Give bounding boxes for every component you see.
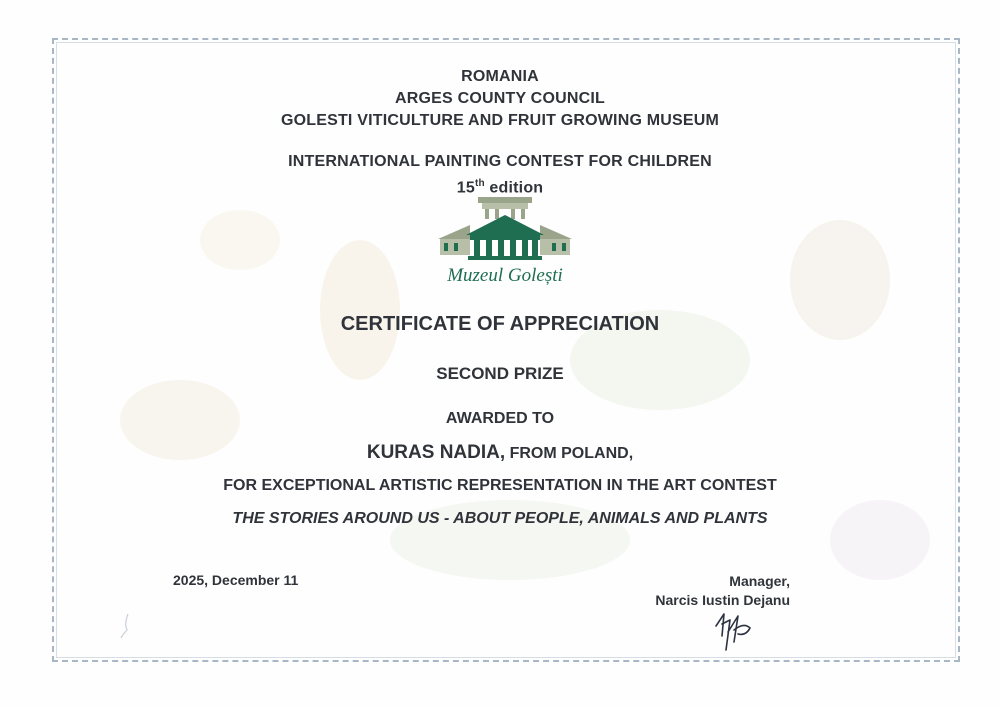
recipient-name: KURAS NADIA, xyxy=(366,442,506,463)
contest-theme: THE STORIES AROUND US - ABOUT PEOPLE, ANIMALS AND PLANTS xyxy=(232,510,768,527)
award-reason: FOR EXCEPTIONAL ARTISTIC REPRESENTATION IN THE ART CONTEST xyxy=(223,477,777,494)
awarded-to-label: AWARDED TO xyxy=(445,410,555,427)
prize-label: SECOND PRIZE xyxy=(436,364,564,383)
issue-date: 2025, December 11 xyxy=(173,572,299,588)
edition-word: edition xyxy=(484,179,544,197)
signatory-role: Manager, xyxy=(729,573,790,589)
signatory-block xyxy=(610,572,790,610)
logo-text: Muzeul Golești xyxy=(447,265,563,286)
handwritten-signature-icon xyxy=(708,606,758,654)
header-council: ARGES COUNTY COUNCIL xyxy=(395,90,605,107)
contest-name: INTERNATIONAL PAINTING CONTEST FOR CHILDREN xyxy=(288,153,712,170)
museum-building-icon xyxy=(438,197,572,260)
museum-logo xyxy=(430,195,580,287)
recipient-origin: FROM POLAND, xyxy=(505,445,634,462)
certificate-inner-border xyxy=(56,42,956,658)
edition-number: 15 xyxy=(456,179,475,197)
recipient-line xyxy=(0,442,1000,464)
header-country: ROMANIA xyxy=(461,68,539,85)
scan-mark xyxy=(118,612,132,640)
signatory-name: Narcis Iustin Dejanu xyxy=(655,592,790,608)
certificate-title: CERTIFICATE OF APPRECIATION xyxy=(340,313,660,335)
header-museum: GOLESTI VITICULTURE AND FRUIT GROWING MUSEUM xyxy=(280,112,720,129)
edition-suffix: th xyxy=(474,178,485,189)
